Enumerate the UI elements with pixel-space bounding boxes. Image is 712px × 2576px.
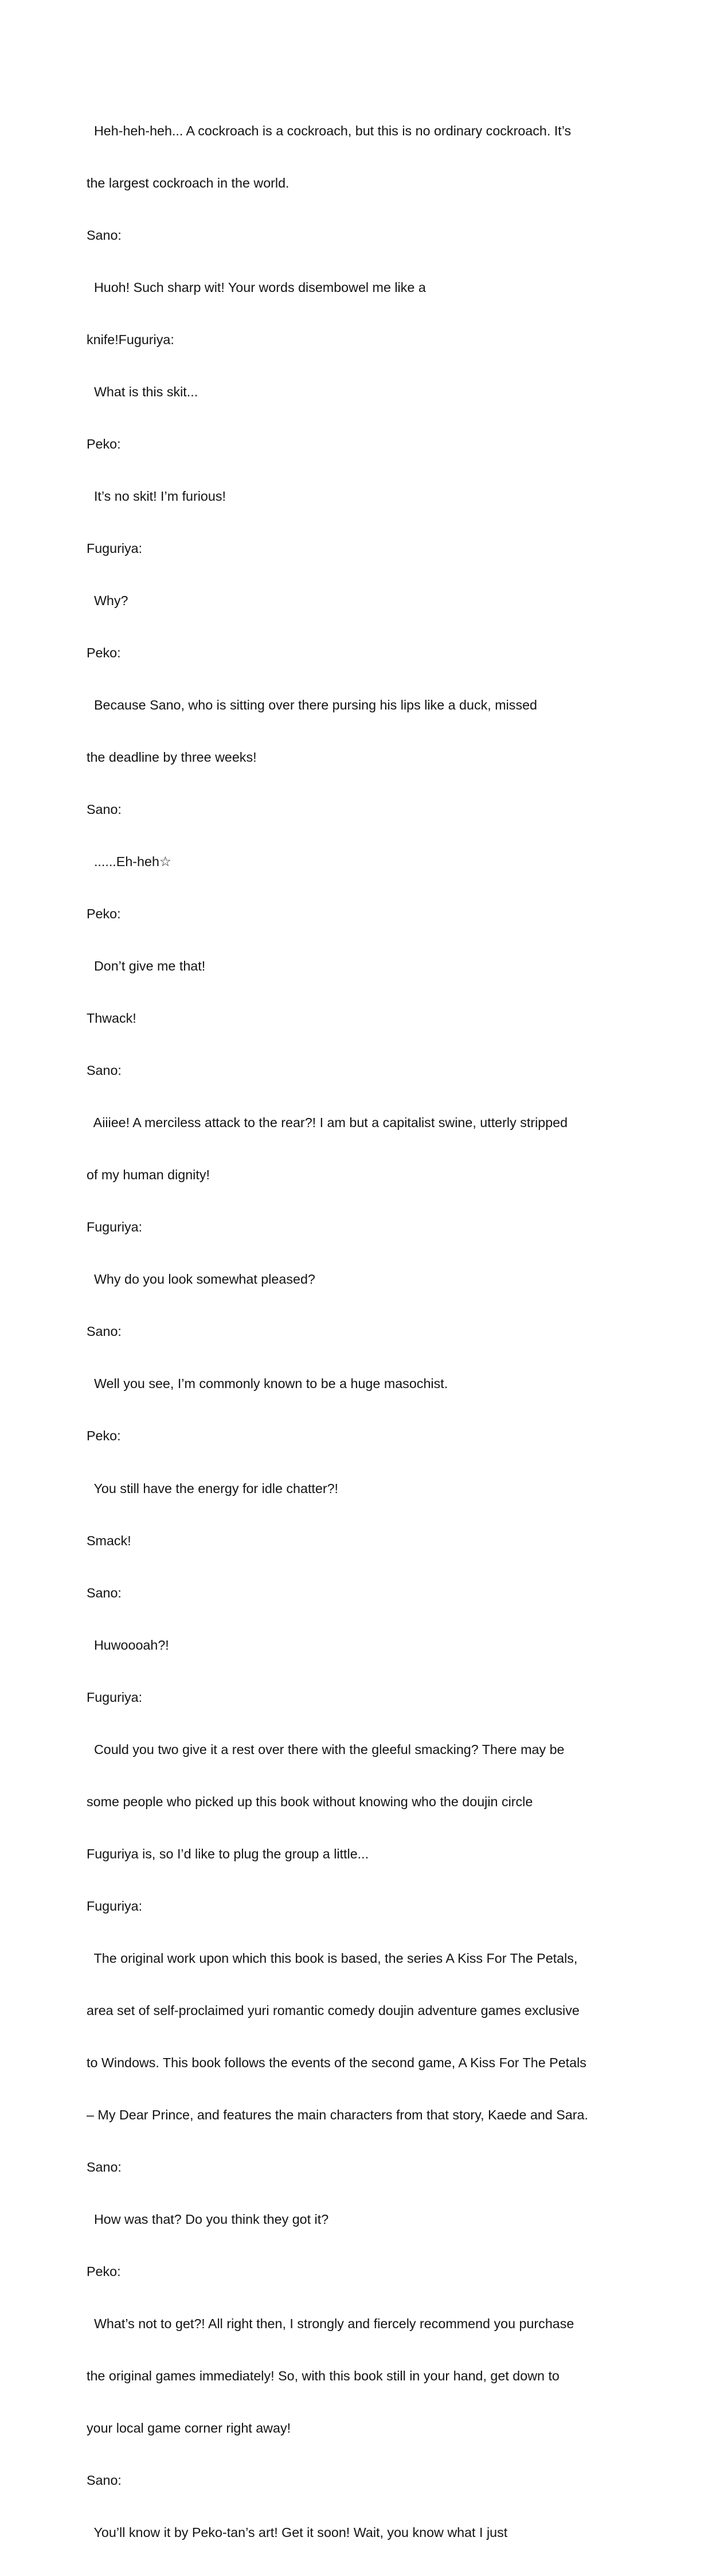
text-line: Huoh! Such sharp wit! Your words disembowel me like a: [87, 279, 426, 295]
speaker-label: Peko:: [87, 436, 121, 451]
text-line: What is this skit...: [87, 384, 198, 399]
text-line: You’ll know it by Peko-tan’s art! Get it soon! Wait, you know what I just: [87, 2525, 508, 2540]
text-line: Don’t give me that!: [87, 958, 206, 974]
text-line: knife!Fuguriya:: [87, 332, 174, 347]
text-line: area set of self-proclaimed yuri romantic comedy doujin adventure games exclusive: [87, 2002, 580, 2018]
text-line: Why?: [87, 593, 128, 608]
speaker-label: Peko:: [87, 1428, 121, 1444]
text-line: to Windows. This book follows the events of the second game, A Kiss For The Petals: [87, 2055, 586, 2070]
text-line: Because Sano, who is sitting over there pursing his lips like a duck, missed: [87, 697, 538, 713]
text-line: Heh-heh-heh... A cockroach is a cockroach, but this is no ordinary cockroach. It’s: [87, 123, 572, 138]
text-line: ......Eh-heh☆: [87, 854, 171, 870]
text-line: How was that? Do you think they got it?: [87, 2211, 329, 2227]
speaker-label: Fuguriya:: [87, 540, 143, 556]
speaker-label: Peko:: [87, 2263, 121, 2279]
speaker-label: Sano:: [87, 1324, 122, 1339]
text-line: of my human dignity!: [87, 1167, 210, 1183]
document-text: [87, 87, 631, 2576]
speaker-label: Fuguriya:: [87, 1689, 143, 1705]
sound-effect-line: Smack!: [87, 1533, 131, 1548]
text-line: Huwoooah?!: [87, 1637, 169, 1653]
text-line: Fuguriya is, so I’d like to plug the group a little...: [87, 1846, 369, 1861]
text-line: Aiiiee! A merciless attack to the rear?! I am but a capitalist swine, utterly stripped: [87, 1115, 568, 1131]
text-line: the original games immediately! So, with this book still in your hand, get down to: [87, 2368, 560, 2384]
text-line: Could you two give it a rest over there with the gleeful smacking? There may be: [87, 1741, 565, 1757]
text-line: the deadline by three weeks!: [87, 750, 257, 765]
text-line: It’s no skit! I’m furious!: [87, 488, 226, 504]
text-line: – My Dear Prince, and features the main characters from that story, Kaede and Sara.: [87, 2107, 588, 2122]
text-line: You still have the energy for idle chatter?!: [87, 1480, 339, 1496]
speaker-label: Sano:: [87, 1063, 122, 1078]
text-line: your local game corner right away!: [87, 2421, 291, 2436]
speaker-label: Peko:: [87, 645, 121, 660]
speaker-label: Sano:: [87, 2473, 122, 2488]
text-line: What’s not to get?! All right then, I strongly and fiercely recommend you purchase: [87, 2316, 574, 2331]
speaker-label: Fuguriya:: [87, 1898, 143, 1914]
sound-effect-line: Thwack!: [87, 1011, 136, 1026]
text-line: Well you see, I’m commonly known to be a huge masochist.: [87, 1376, 448, 1392]
text-line: some people who picked up this book without knowing who the doujin circle: [87, 1794, 533, 1809]
speaker-label: Peko:: [87, 906, 121, 922]
text-line: Why do you look somewhat pleased?: [87, 1272, 315, 1287]
text-line: the largest cockroach in the world.: [87, 175, 290, 190]
speaker-label: Sano:: [87, 1585, 122, 1600]
speaker-label: Sano:: [87, 802, 122, 817]
speaker-label: Sano:: [87, 2159, 122, 2174]
text-line: The original work upon which this book is based, the series A Kiss For The Petals,: [87, 1950, 578, 1966]
speaker-label: Fuguriya:: [87, 1219, 143, 1235]
speaker-label: Sano:: [87, 227, 122, 243]
